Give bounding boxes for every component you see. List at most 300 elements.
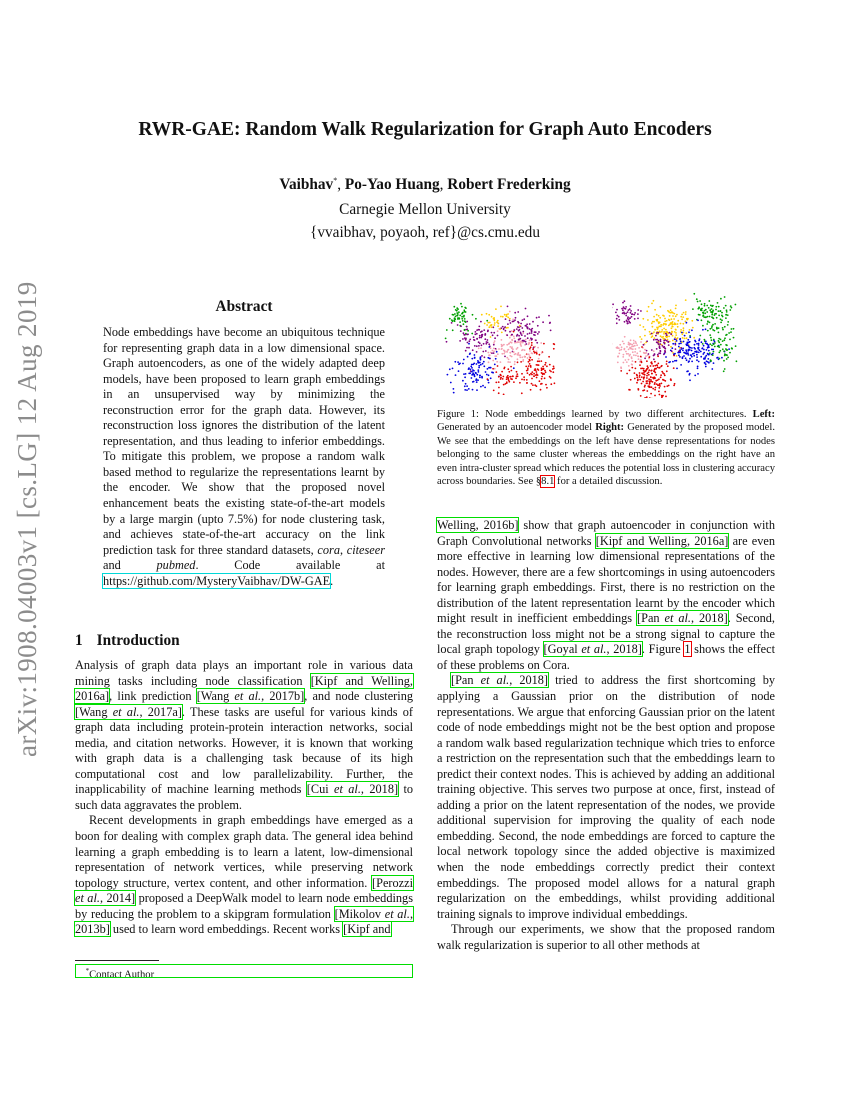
embedding-point	[724, 368, 726, 370]
embedding-point	[521, 349, 523, 351]
embedding-point	[700, 356, 702, 358]
embedding-point	[659, 383, 661, 385]
embedding-point	[634, 372, 636, 374]
embedding-point	[527, 315, 529, 317]
embedding-point	[516, 371, 518, 373]
embedding-point	[674, 383, 676, 385]
cite-year: , 2013b]	[75, 906, 414, 937]
embedding-point	[622, 302, 624, 304]
embedding-point	[525, 343, 527, 345]
embedding-point	[455, 374, 457, 376]
embedding-point	[722, 348, 724, 350]
embedding-point	[537, 364, 539, 366]
embedding-point	[674, 331, 676, 333]
embedding-point	[675, 329, 677, 331]
embedding-point	[479, 335, 481, 337]
embedding-point	[710, 337, 712, 339]
embedding-point	[644, 349, 646, 351]
embedding-point	[507, 375, 509, 377]
embedding-point	[688, 331, 690, 333]
embedding-point	[548, 356, 550, 358]
cite-author: [Pan	[451, 673, 481, 688]
embedding-point	[632, 348, 634, 350]
embedding-point	[529, 359, 531, 361]
embedding-point	[708, 350, 710, 352]
embedding-point	[643, 370, 645, 372]
embedding-point	[710, 360, 712, 362]
embedding-point	[493, 350, 495, 352]
embedding-point	[699, 338, 701, 340]
embedding-point	[476, 333, 478, 335]
cite-year: , 2017b]	[261, 689, 305, 704]
embedding-point	[531, 332, 533, 334]
embedding-point	[484, 334, 486, 336]
embedding-point	[538, 331, 540, 333]
embedding-point	[633, 354, 635, 356]
embedding-point	[478, 367, 480, 369]
embedding-point	[639, 379, 641, 381]
embedding-point	[701, 319, 703, 321]
embedding-point	[660, 377, 662, 379]
embedding-point	[655, 368, 657, 370]
embedding-point	[665, 331, 667, 333]
embedding-point	[513, 351, 515, 353]
embedding-point	[491, 332, 493, 334]
embedding-point	[695, 341, 697, 343]
embedding-point	[471, 377, 473, 379]
embedding-point	[631, 344, 633, 346]
embedding-point	[706, 360, 708, 362]
embedding-point	[628, 342, 630, 344]
embedding-point	[630, 347, 632, 349]
embedding-point	[726, 309, 728, 311]
embedding-point	[711, 368, 713, 370]
embedding-point	[522, 359, 524, 361]
embedding-point	[718, 310, 720, 312]
embedding-point	[504, 367, 506, 369]
embedding-point	[506, 381, 508, 383]
embedding-point	[508, 379, 510, 381]
embedding-point	[553, 366, 555, 368]
embedding-point	[662, 338, 664, 340]
embedding-point	[636, 377, 638, 379]
cite-author: [Wang	[75, 704, 113, 719]
embedding-point	[672, 361, 674, 363]
embedding-point	[461, 306, 463, 308]
embedding-point	[485, 350, 487, 352]
cite-etal: et al.	[112, 704, 140, 719]
embedding-point	[638, 347, 640, 349]
embedding-point	[723, 350, 725, 352]
embedding-point	[536, 317, 538, 319]
embedding-point	[728, 332, 730, 334]
embedding-point	[514, 361, 516, 363]
embedding-point	[671, 322, 673, 324]
embedding-point	[685, 313, 687, 315]
embedding-point	[459, 340, 461, 342]
embedding-point	[674, 360, 676, 362]
embedding-point	[541, 368, 543, 370]
embedding-point	[500, 306, 502, 308]
embedding-point	[483, 361, 485, 363]
embedding-point	[663, 353, 665, 355]
embedding-point	[453, 388, 455, 390]
cite-author: [Wang	[196, 689, 235, 704]
embedding-point	[649, 383, 651, 385]
embedding-point	[501, 348, 503, 350]
section-ref-link[interactable]: 8.1	[541, 476, 555, 488]
embedding-point	[501, 371, 503, 373]
embedding-point	[663, 346, 665, 348]
embedding-point	[462, 380, 464, 382]
embedding-point	[680, 347, 682, 349]
text-span: . These tasks are useful for various kinds of graph data including protein-protein interaction networks, social media, and citation networks. However, it is known that working with graph data is a challenging task because of its high computational cost and low parallelizability. Further, the inapplicability of machine learning methods	[75, 704, 414, 797]
embedding-point	[537, 368, 539, 370]
embedding-point	[544, 370, 546, 372]
embedding-point	[519, 382, 521, 384]
embedding-point	[454, 313, 456, 315]
right-column	[437, 518, 775, 953]
embedding-point	[648, 371, 650, 373]
embedding-point	[621, 308, 623, 310]
embedding-point	[518, 330, 520, 332]
embedding-point	[472, 369, 474, 371]
embedding-point	[480, 347, 482, 349]
embedding-point	[698, 361, 700, 363]
embedding-point	[711, 311, 713, 313]
cite-etal: et al.	[480, 673, 510, 688]
citation[interactable]	[637, 611, 728, 625]
embedding-point	[524, 335, 526, 337]
embedding-point	[538, 358, 540, 360]
embedding-point	[530, 366, 532, 368]
embedding-point	[522, 319, 524, 321]
embedding-point	[473, 381, 475, 383]
embedding-point	[490, 325, 492, 327]
embedding-point	[526, 382, 528, 384]
embedding-point	[641, 383, 643, 385]
embedding-point	[666, 370, 668, 372]
embedding-point	[640, 395, 642, 397]
embedding-point	[656, 327, 658, 329]
embedding-point	[509, 331, 511, 333]
embedding-point	[664, 348, 666, 350]
embedding-point	[502, 378, 504, 380]
embedding-point	[507, 323, 509, 325]
embedding-point	[509, 311, 511, 313]
embedding-point	[542, 321, 544, 323]
embedding-point	[720, 318, 722, 320]
embedding-point	[653, 321, 655, 323]
embedding-point	[525, 308, 527, 310]
embedding-point	[503, 349, 505, 351]
embedding-point	[506, 327, 508, 329]
embedding-point	[522, 340, 524, 342]
citation[interactable]	[544, 642, 642, 656]
citation[interactable]: [Kipf and	[343, 922, 391, 937]
embedding-point	[472, 314, 474, 316]
citation[interactable]	[75, 705, 182, 719]
embedding-point	[656, 314, 658, 316]
embedding-point	[509, 352, 511, 354]
embedding-point	[625, 308, 627, 310]
embedding-point	[530, 389, 532, 391]
embedding-point	[720, 298, 722, 300]
embedding-point	[659, 345, 661, 347]
embedding-point	[659, 331, 661, 333]
embedding-point	[672, 340, 674, 342]
embedding-point	[697, 373, 699, 375]
embedding-point	[686, 359, 688, 361]
embedding-point	[668, 311, 670, 313]
embedding-point	[476, 351, 478, 353]
embedding-point	[688, 342, 690, 344]
embedding-point	[623, 306, 625, 308]
embedding-point	[635, 348, 637, 350]
embedding-point	[517, 341, 519, 343]
embedding-point	[506, 314, 508, 316]
embedding-point	[636, 352, 638, 354]
embedding-point	[519, 356, 521, 358]
embedding-point	[475, 379, 477, 381]
embedding-point	[698, 347, 700, 349]
embedding-point	[678, 354, 680, 356]
embedding-point	[699, 300, 701, 302]
embedding-point	[519, 354, 521, 356]
embedding-point	[660, 324, 662, 326]
embedding-point	[493, 342, 495, 344]
embedding-point	[735, 345, 737, 347]
embedding-point	[493, 317, 495, 319]
embedding-point	[723, 307, 725, 309]
embedding-point	[660, 341, 662, 343]
embedding-point	[508, 349, 510, 351]
embedding-point	[549, 376, 551, 378]
embedding-point	[504, 351, 506, 353]
embedding-point	[646, 380, 648, 382]
embedding-point	[472, 349, 474, 351]
embedding-point	[696, 354, 698, 356]
embedding-point	[446, 341, 448, 343]
embedding-point	[640, 310, 642, 312]
embedding-point	[696, 343, 698, 345]
embedding-point	[697, 366, 699, 368]
embedding-point	[487, 322, 489, 324]
embedding-point	[714, 342, 716, 344]
embedding-point	[719, 358, 721, 360]
embedding-point	[541, 378, 543, 380]
embedding-point	[511, 347, 513, 349]
citation[interactable]: [Kipf and Welling, 2016a]	[595, 533, 729, 548]
embedding-point	[636, 382, 638, 384]
embedding-point	[646, 382, 648, 384]
embedding-point	[479, 377, 481, 379]
embedding-point	[452, 329, 454, 331]
embedding-point	[693, 353, 695, 355]
embedding-point	[673, 318, 675, 320]
embedding-point	[458, 363, 460, 365]
embedding-point	[701, 310, 703, 312]
embedding-point	[628, 359, 630, 361]
embedding-point	[509, 318, 511, 320]
figure-ref-link[interactable]: 1	[684, 642, 691, 657]
embedding-point	[680, 341, 682, 343]
embedding-point	[634, 318, 636, 320]
embedding-point	[500, 316, 502, 318]
citation[interactable]: Welling, 2016b]	[437, 518, 519, 532]
embedding-point	[520, 345, 522, 347]
embedding-point	[491, 316, 493, 318]
embedding-point	[513, 338, 515, 340]
embedding-point	[533, 334, 535, 336]
embedding-point	[692, 308, 694, 310]
embedding-point	[536, 371, 538, 373]
embedding-point	[655, 374, 657, 376]
embedding-point	[658, 391, 660, 393]
embedding-point	[541, 372, 543, 374]
embedding-point	[650, 393, 652, 395]
embedding-point	[466, 326, 468, 328]
embedding-point	[537, 374, 539, 376]
embedding-point	[494, 355, 496, 357]
embedding-point	[482, 363, 484, 365]
embedding-point	[625, 351, 627, 353]
embedding-point	[711, 349, 713, 351]
embedding-point	[720, 344, 722, 346]
embedding-point	[480, 386, 482, 388]
caption-text: Figure 1: Node embeddings learned by two different architectures.	[437, 409, 753, 420]
embedding-point	[653, 370, 655, 372]
right-paragraph-1	[437, 518, 775, 673]
embedding-point	[719, 350, 721, 352]
embedding-point	[648, 353, 650, 355]
embedding-point	[703, 316, 705, 318]
embedding-point	[486, 374, 488, 376]
embedding-point	[509, 346, 511, 348]
footnote[interactable]	[75, 964, 413, 981]
caption-left-label: Left:	[752, 409, 775, 420]
embedding-point	[527, 337, 529, 339]
embedding-point	[728, 348, 730, 350]
embedding-point	[634, 351, 636, 353]
embedding-point	[683, 330, 685, 332]
embedding-point	[736, 360, 738, 362]
embedding-point	[674, 337, 676, 339]
embedding-point	[659, 385, 661, 387]
embedding-point	[676, 314, 678, 316]
embedding-point	[691, 320, 693, 322]
embedding-point	[702, 347, 704, 349]
embedding-point	[626, 346, 628, 348]
embedding-point	[488, 314, 490, 316]
embedding-point	[660, 335, 662, 337]
embedding-point	[479, 375, 481, 377]
embedding-point	[689, 336, 691, 338]
embedding-point	[537, 333, 539, 335]
embedding-point	[726, 311, 728, 313]
embedding-point	[708, 362, 710, 364]
embedding-point	[649, 397, 651, 398]
embedding-point	[502, 326, 504, 328]
citation[interactable]	[451, 673, 548, 687]
embedding-point	[623, 362, 625, 364]
embedding-point	[726, 358, 728, 360]
embedding-point	[470, 369, 472, 371]
embedding-point	[670, 309, 672, 311]
embedding-point	[696, 298, 698, 300]
embedding-point	[637, 313, 639, 315]
embedding-point	[628, 365, 630, 367]
embedding-point	[523, 376, 525, 378]
embedding-point	[629, 370, 631, 372]
embedding-point	[529, 363, 531, 365]
code-link[interactable]: https://github.com/MysteryVaibhav/DW-GAE	[103, 573, 331, 588]
embedding-point	[495, 382, 497, 384]
embedding-point	[717, 357, 719, 359]
embedding-point	[656, 332, 658, 334]
embedding-point	[729, 352, 731, 354]
embedding-point	[711, 327, 713, 329]
embedding-point	[500, 377, 502, 379]
embedding-point	[493, 320, 495, 322]
embedding-point	[698, 344, 700, 346]
author-list	[0, 176, 850, 194]
embedding-point	[507, 368, 509, 370]
embedding-point	[654, 361, 656, 363]
embedding-point	[675, 323, 677, 325]
embedding-point	[677, 320, 679, 322]
embedding-point	[707, 358, 709, 360]
embedding-point	[538, 316, 540, 318]
embedding-point	[507, 317, 509, 319]
embedding-point	[488, 374, 490, 376]
embedding-point	[625, 359, 627, 361]
embedding-point	[537, 360, 539, 362]
embedding-point	[498, 381, 500, 383]
embedding-point	[632, 360, 634, 362]
embedding-point	[490, 352, 492, 354]
citation[interactable]	[307, 782, 398, 796]
embedding-point	[536, 353, 538, 355]
embedding-point	[514, 319, 516, 321]
embedding-point	[478, 329, 480, 331]
citation[interactable]	[197, 689, 304, 703]
citation[interactable]: [Kipf and Welling, 2016a]	[75, 673, 413, 704]
embedding-point	[727, 321, 729, 323]
embedding-point	[543, 343, 545, 345]
embedding-point	[692, 327, 694, 329]
embedding-point	[454, 361, 456, 363]
embedding-point	[474, 354, 476, 356]
embedding-point	[630, 379, 632, 381]
embedding-point	[671, 318, 673, 320]
embedding-point	[521, 379, 523, 381]
embedding-point	[666, 336, 668, 338]
embedding-point	[542, 366, 544, 368]
embedding-point	[726, 344, 728, 346]
embedding-point	[655, 339, 657, 341]
embedding-point	[654, 377, 656, 379]
embedding-point	[680, 323, 682, 325]
embedding-point	[629, 354, 631, 356]
embedding-point	[669, 315, 671, 317]
embedding-point	[487, 330, 489, 332]
embedding-point	[456, 312, 458, 314]
embedding-point	[679, 356, 681, 358]
embedding-point	[553, 343, 555, 345]
embedding-point	[477, 369, 479, 371]
embedding-point	[506, 357, 508, 359]
